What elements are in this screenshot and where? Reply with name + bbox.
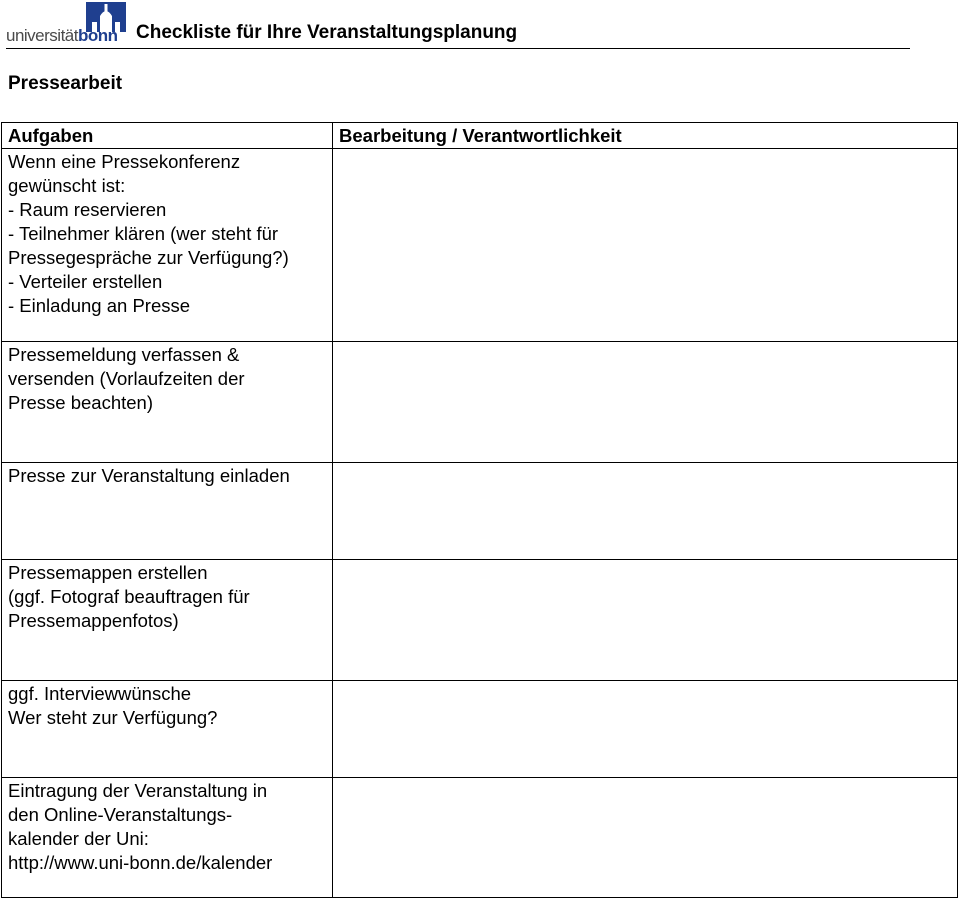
table-row — [2, 681, 958, 778]
responsibility-cell[interactable] — [333, 149, 958, 342]
table-row — [2, 463, 958, 560]
checklist-table — [1, 122, 958, 898]
task-cell — [2, 342, 333, 463]
task-text: Presse beachten) — [8, 392, 154, 413]
task-text: Pressemappen erstellen — [8, 562, 208, 583]
task-cell — [2, 681, 333, 778]
task-text: Wer steht zur Verfügung? — [8, 707, 218, 728]
task-text: den Online-Veranstaltungs- — [8, 804, 233, 825]
task-text: Pressegespräche zur Verfügung?) — [8, 247, 289, 268]
section-title: Pressearbeit — [8, 73, 123, 94]
task-text: - Raum reservieren — [8, 199, 167, 220]
task-text: versenden (Vorlaufzeiten der — [8, 368, 245, 389]
task-text: kalender der Uni: — [8, 828, 149, 849]
table-row — [2, 342, 958, 463]
page-header — [6, 0, 910, 49]
logo-wordmark — [6, 27, 118, 44]
column-header-tasks: Aufgaben — [2, 123, 333, 149]
table-header-row — [2, 123, 958, 149]
task-text: (ggf. Fotograf beauftragen für — [8, 586, 250, 607]
task-text: Eintragung der Veranstaltung in — [8, 780, 268, 801]
responsibility-cell[interactable] — [333, 681, 958, 778]
table-row — [2, 560, 958, 681]
task-text: Pressemeldung verfassen & — [8, 344, 240, 365]
task-text: ggf. Interviewwünsche — [8, 683, 192, 704]
column-header-responsibility: Bearbeitung / Verantwortlichkeit — [333, 123, 958, 149]
task-text: - Verteiler erstellen — [8, 271, 163, 292]
task-text: Wenn eine Pressekonferenz — [8, 151, 241, 172]
task-text: - Teilnehmer klären (wer steht für — [8, 223, 279, 244]
task-cell — [2, 560, 333, 681]
responsibility-cell[interactable] — [333, 778, 958, 898]
logo-text-bonn: bonn — [77, 26, 118, 45]
task-text: Pressemappenfotos) — [8, 610, 179, 631]
table-row — [2, 778, 958, 898]
university-logo — [6, 2, 126, 46]
task-cell — [2, 778, 333, 898]
task-text: gewünscht ist: — [8, 175, 126, 196]
responsibility-cell[interactable] — [333, 342, 958, 463]
logo-text-universitaet: universität — [6, 26, 78, 45]
task-cell — [2, 149, 333, 342]
responsibility-cell[interactable] — [333, 560, 958, 681]
calendar-link[interactable]: http://www.uni-bonn.de/kalender — [8, 852, 273, 873]
responsibility-cell[interactable] — [333, 463, 958, 560]
task-cell — [2, 463, 333, 560]
task-text: - Einladung an Presse — [8, 295, 191, 316]
table-row — [2, 149, 958, 342]
task-text: Presse zur Veranstaltung einladen — [8, 465, 290, 486]
document-title: Checkliste für Ihre Veranstaltungsplanung — [136, 22, 518, 43]
